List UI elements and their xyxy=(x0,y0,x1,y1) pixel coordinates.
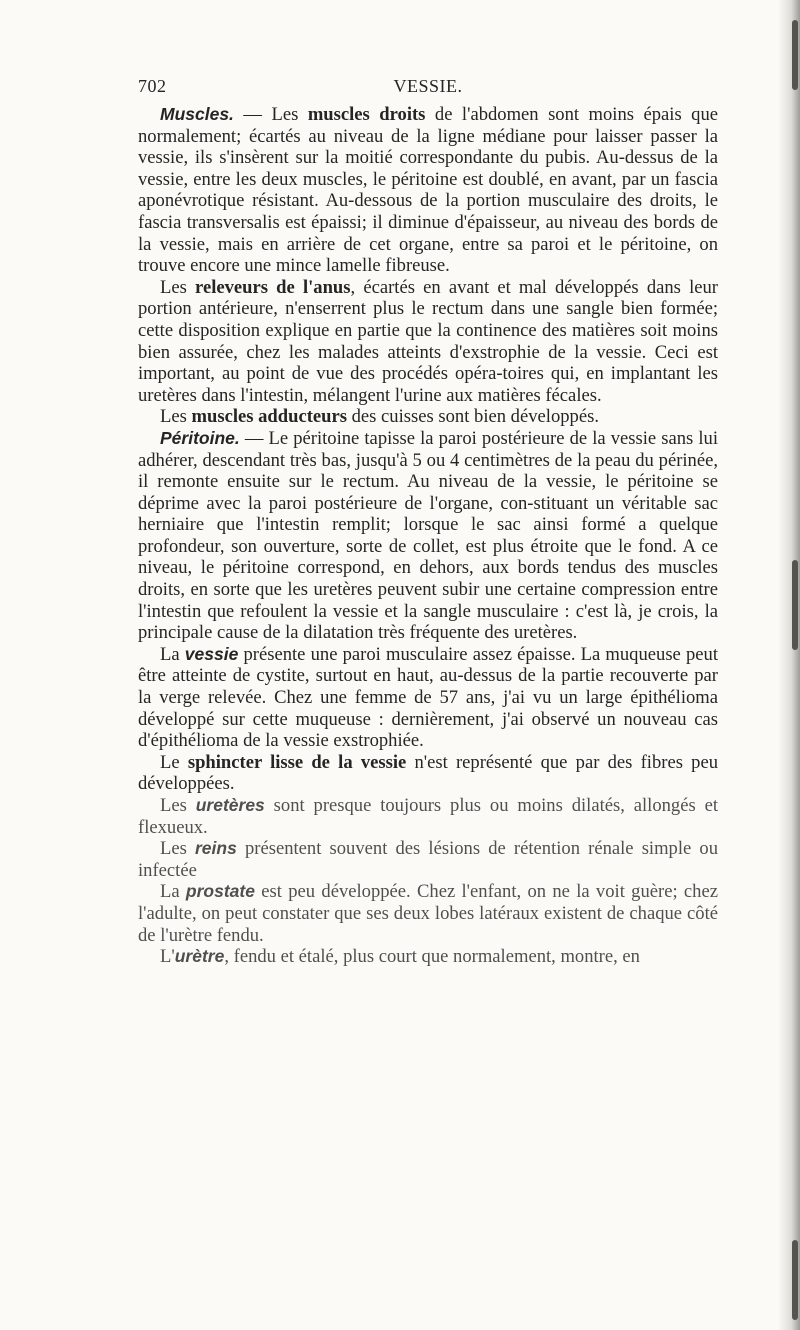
term-releveurs: releveurs de l'anus xyxy=(195,276,351,298)
section-heading-muscles: Muscles. xyxy=(160,104,234,124)
term-ureteres: uretères xyxy=(195,795,265,815)
paragraph-uretre: L'urètre, fendu et étalé, plus court que normalement, montre, en xyxy=(160,946,640,968)
paragraph-peritoine: Péritoine. — Le péritoine tapisse la paroi postérieure de la vessie sans lui adhérer, descendant très bas, jusqu'à 5 ou 4 centimètres de la peau du périnée, il remonte ensuite sur le rectum. Au niveau de la vessie, le péritoine se déprime avec la paroi postérieure de l'organe, con-stituant un véritable sac herniaire que l'intestin remplit; lorsque le sac ainsi formé a quelque profondeur, son ouverture, sorte de collet, est plus étroite que le fond. A ce niveau, le péritoine correspond, en dehors, aux bords tendus des muscles droits, en sorte que les uretères peuvent subir une certaine compression entre l'intestin que refoulent la vessie et la sangle musculaire : c'est là, je crois, la principale cause de la dilatation très fréquente des uretères. xyxy=(138,427,718,644)
edge-mark xyxy=(792,560,798,650)
paragraph-muscles: Muscles. — Les muscles droits de l'abdomen sont moins épais que normalement; écartés au niveau de la ligne médiane pour laisser passer la vessie, ils s'insèrent sur la moitié correspondante du pubis. Au-dessus de la vessie, entre les deux muscles, le péritoine est doublé, en avant, par un fascia aponévrotique résistant. Au-dessous de la portion musculaire des droits, le fascia transversalis est épaissi; il diminue d'épaisseur, au niveau des bords de la vessie, mais en arrière de cet organe, entre sa paroi et le péritoine, on trouve encore une mince lamelle fibreuse. xyxy=(138,104,718,277)
term-prostate: prostate xyxy=(185,881,255,902)
paragraph-vessie: La vessie présente une paroi musculaire assez épaisse. La muqueuse peut être atteinte de cystite, surtout en haut, au-dessus de la partie recouverte par la verge relevée. Chez une femme de 57 ans, j'ai vu un large épithélioma développé sur cette muqueuse : dernièrement, j'ai observé un nouveau cas d'épithélioma de la vessie exstrophiée. xyxy=(138,643,718,752)
term-sphincter: sphincter lisse de la vessie xyxy=(187,751,407,773)
term-reins: reins xyxy=(195,838,237,859)
paragraph-ureteres: Les uretères sont presque toujours plus ou moins dilatés, allongés et flexueux. xyxy=(138,795,718,838)
term-vessie: vessie xyxy=(184,643,239,664)
paragraph-prostate: La prostate est peu développée. Chez l'enfant, on ne la voit guère; chez l'adulte, on peut constater que ses deux lobes latéraux existent de chaque côté de l'urètre fendu. xyxy=(138,881,718,946)
section-heading-peritoine: Péritoine. xyxy=(160,427,240,448)
page-body xyxy=(138,104,718,968)
paragraph-reins: Les reins présentent souvent des lésions de rétention rénale simple ou infectée xyxy=(138,838,719,881)
page-header xyxy=(138,76,718,100)
running-title: VESSIE. xyxy=(393,76,463,96)
edge-mark xyxy=(792,20,798,90)
edge-mark xyxy=(792,1240,798,1320)
term-muscles-droits: muscles droits xyxy=(307,104,426,125)
page-number: 702 xyxy=(138,76,167,96)
paragraph-releveurs: Les releveurs de l'anus, écartés en avant et mal développés dans leur portion antérieure, n'enserrent plus le rectum dans une sangle bien formée; cette disposition explique en partie que la continence des matières soit moins bien assurée, chez les malades atteints d'exstrophie de la vessie. Ceci est important, au point de vue des procédés opéra-toires qui, en implantant les uretères dans l'intestin, mélangent l'urine aux matières fécales. xyxy=(138,276,718,406)
term-adducteurs: muscles adducteurs xyxy=(191,406,347,428)
paragraph-sphincter: Le sphincter lisse de la vessie n'est représenté que par des fibres peu développées. xyxy=(138,751,718,795)
paragraph-adducteurs: Les muscles adducteurs des cuisses sont bien développés. xyxy=(160,406,599,428)
page-edge-shadow xyxy=(778,0,800,1330)
term-uretre: urètre xyxy=(174,946,225,967)
